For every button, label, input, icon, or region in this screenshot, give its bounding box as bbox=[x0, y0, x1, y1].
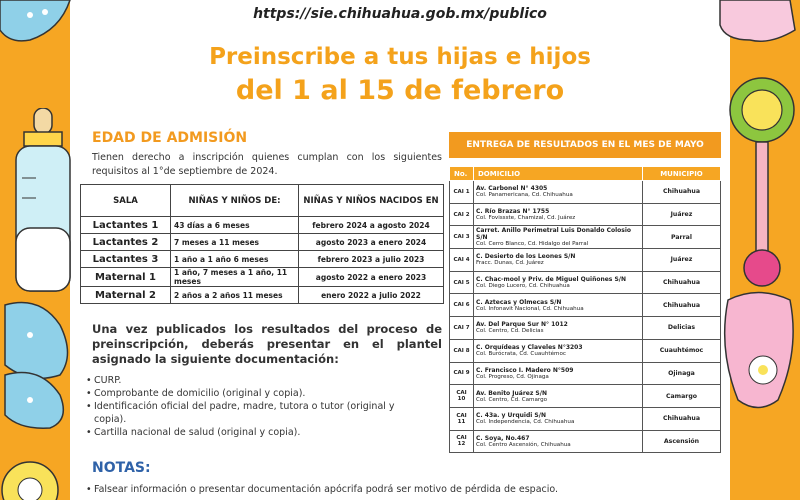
address-cell bbox=[474, 385, 643, 408]
table-row bbox=[81, 234, 444, 251]
street-address: C. Desierto de los Leones S/N bbox=[476, 253, 576, 261]
neighborhood-city: Col. Independencia, Cd. Chihuahua bbox=[476, 419, 575, 426]
address-cell bbox=[474, 203, 643, 226]
list-item: • CURP. bbox=[86, 374, 416, 387]
municipality-cell: Chihuahua bbox=[643, 181, 721, 204]
municipality-cell: Chihuahua bbox=[643, 407, 721, 430]
street-address: C. Río Brazas N° 1755 bbox=[476, 208, 550, 216]
municipality-cell: Juárez bbox=[643, 203, 721, 226]
street-address: Carret. Anillo Perimetral Luis Donaldo Colosio S/N bbox=[476, 227, 632, 242]
cai-number-cell: CAI 5 bbox=[450, 271, 474, 294]
street-address: C. Soya, No.467 bbox=[476, 434, 530, 442]
address-cell bbox=[474, 226, 643, 249]
list-item: • Comprobante de domicilio (original y copia). bbox=[86, 387, 416, 400]
column-header-municipio: MUNICIPIO bbox=[643, 167, 721, 181]
edad-cell: 7 meses a 11 meses bbox=[171, 234, 299, 251]
cai-number-cell: CAI 10 bbox=[450, 385, 474, 408]
table-row bbox=[450, 407, 721, 430]
edad-cell: 1 año, 7 meses a 1 año, 11 meses bbox=[171, 268, 299, 287]
headline-line-1: Preinscribe a tus hijas e hijos bbox=[209, 44, 591, 70]
sala-cell: Lactantes 2 bbox=[81, 234, 171, 251]
nacidos-cell: enero 2022 a julio 2022 bbox=[299, 287, 444, 304]
table-row bbox=[450, 226, 721, 249]
neighborhood-city: Col. Infonavit Nacional, Cd. Chihuahua bbox=[476, 305, 584, 312]
neighborhood-city: Col. Centro, Cd. Camargo bbox=[476, 396, 548, 403]
street-address: C. Francisco I. Madero N°509 bbox=[476, 366, 574, 374]
table-header-row bbox=[450, 167, 721, 181]
nacidos-cell: febrero 2023 a julio 2023 bbox=[299, 251, 444, 268]
municipality-cell: Parral bbox=[643, 226, 721, 249]
municipality-cell: Ascensión bbox=[643, 430, 721, 453]
municipality-cell: Chihuahua bbox=[643, 294, 721, 317]
baby-bib-illustration-icon bbox=[718, 290, 800, 420]
neighborhood-city: Col. Diego Lucero, Cd. Chihuahua bbox=[476, 283, 570, 290]
neighborhood-city: Col. Centro, Cd. Delicias bbox=[476, 328, 544, 335]
address-cell bbox=[474, 249, 643, 272]
cai-number-cell: CAI 4 bbox=[450, 249, 474, 272]
neighborhood-city: Col. Burócrata, Cd. Cuauhtémoc bbox=[476, 351, 566, 358]
edad-cell: 2 años a 2 años 11 meses bbox=[171, 287, 299, 304]
column-header-edad: NIÑAS Y NIÑOS DE: bbox=[171, 185, 299, 217]
column-header-domicilio: DOMICILIO bbox=[474, 167, 643, 181]
nacidos-cell: febrero 2024 a agosto 2024 bbox=[299, 217, 444, 234]
cai-number-cell: CAI 7 bbox=[450, 317, 474, 340]
table-row bbox=[81, 251, 444, 268]
street-address: C. Aztecas y Olmecas S/N bbox=[476, 298, 562, 306]
table-row bbox=[450, 203, 721, 226]
table-row bbox=[450, 181, 721, 204]
documentation-intro-text: Una vez publicados los resultados del proceso de preinscripción, deberás presentar en el plantel asignado la siguiente documentación: bbox=[92, 322, 442, 366]
cai-number-cell: CAI 2 bbox=[450, 203, 474, 226]
results-locations-table bbox=[449, 166, 721, 453]
neighborhood-city: Col. Progreso, Cd. Ojinaga bbox=[476, 373, 549, 380]
note-item: • Falsear información o presentar documentación apócrifa podrá ser motivo de pérdida de espacio. bbox=[86, 484, 666, 496]
street-address: C. 43a. y Urquidi S/N bbox=[476, 412, 546, 420]
sala-cell: Maternal 1 bbox=[81, 268, 171, 287]
cai-number-cell: CAI 1 bbox=[450, 181, 474, 204]
number-toy-illustration-icon bbox=[0, 455, 70, 500]
neighborhood-city: Col. Panamericana, Cd. Chihuahua bbox=[476, 192, 573, 199]
municipality-cell: Camargo bbox=[643, 385, 721, 408]
website-url: https://sie.chihuahua.gob.mx/publico bbox=[253, 6, 547, 22]
street-address: Av. Carbonel N° 4305 bbox=[476, 185, 548, 193]
results-delivery-title: ENTREGA DE RESULTADOS EN EL MES DE MAYO bbox=[449, 132, 721, 158]
column-header-sala: SALA bbox=[81, 185, 171, 217]
address-cell bbox=[474, 339, 643, 362]
street-address: C. Chac-mool y Priv. de Miguel Quiñones S/N bbox=[476, 276, 627, 284]
neighborhood-city: Col. Centro Ascensión, Chihuahua bbox=[476, 441, 571, 448]
column-header-nacidos: NIÑAS Y NIÑOS NACIDOS EN bbox=[299, 185, 444, 217]
table-row bbox=[450, 271, 721, 294]
nacidos-cell: agosto 2023 a enero 2024 bbox=[299, 234, 444, 251]
address-cell bbox=[474, 362, 643, 385]
admission-age-title: EDAD DE ADMISIÓN bbox=[92, 130, 248, 146]
documentation-list bbox=[86, 374, 416, 439]
baby-bottle-illustration-icon bbox=[8, 108, 78, 293]
nacidos-cell: agosto 2022 a enero 2023 bbox=[299, 268, 444, 287]
cai-number-cell: CAI 6 bbox=[450, 294, 474, 317]
address-cell bbox=[474, 407, 643, 430]
municipality-cell: Delicias bbox=[643, 317, 721, 340]
table-row bbox=[450, 430, 721, 453]
street-address: Av. Del Parque Sur N° 1012 bbox=[476, 321, 568, 329]
municipality-cell: Ojinaga bbox=[643, 362, 721, 385]
address-cell bbox=[474, 294, 643, 317]
baby-shoe-illustration-icon bbox=[0, 295, 80, 430]
address-cell bbox=[474, 181, 643, 204]
cai-number-cell: CAI 9 bbox=[450, 362, 474, 385]
table-row bbox=[450, 385, 721, 408]
notes-title: NOTAS: bbox=[92, 460, 151, 476]
column-header-no: No. bbox=[450, 167, 474, 181]
table-row bbox=[81, 217, 444, 234]
cai-number-cell: CAI 12 bbox=[450, 430, 474, 453]
table-row bbox=[81, 268, 444, 287]
address-cell bbox=[474, 430, 643, 453]
neighborhood-city: Fracc. Dunas, Cd. Juárez bbox=[476, 260, 544, 267]
headline-line-2: del 1 al 15 de febrero bbox=[235, 75, 565, 106]
admission-age-table bbox=[80, 184, 444, 304]
address-cell bbox=[474, 271, 643, 294]
street-address: Av. Benito Juárez S/N bbox=[476, 389, 547, 397]
table-row bbox=[450, 339, 721, 362]
sala-cell: Lactantes 1 bbox=[81, 217, 171, 234]
table-row bbox=[450, 249, 721, 272]
table-row bbox=[450, 294, 721, 317]
table-row bbox=[81, 287, 444, 304]
cai-number-cell: CAI 3 bbox=[450, 226, 474, 249]
cai-number-cell: CAI 11 bbox=[450, 407, 474, 430]
sala-cell: Lactantes 3 bbox=[81, 251, 171, 268]
neighborhood-city: Col. Fovissste, Chamizal, Cd. Juárez bbox=[476, 215, 576, 222]
list-item: • Cartilla nacional de salud (original y copia). bbox=[86, 426, 416, 439]
municipality-cell: Juárez bbox=[643, 249, 721, 272]
sala-cell: Maternal 2 bbox=[81, 287, 171, 304]
street-address: C. Orquídeas y Claveles N°3203 bbox=[476, 344, 583, 352]
neighborhood-city: Col. Cerro Blanco, Cd. Hidalgo del Parral bbox=[476, 241, 589, 248]
edad-cell: 1 año a 1 año 6 meses bbox=[171, 251, 299, 268]
table-header-row bbox=[81, 185, 444, 217]
table-row bbox=[450, 317, 721, 340]
list-item: • Identificación oficial del padre, madre, tutora o tutor (original y copia). bbox=[86, 400, 416, 426]
admission-intro-text: Tienen derecho a inscripción quienes cumplan con los siguientes requisitos al 1°de septiembre de 2024. bbox=[92, 152, 442, 177]
table-row bbox=[450, 362, 721, 385]
municipality-cell: Cuauhtémoc bbox=[643, 339, 721, 362]
edad-cell: 43 días a 6 meses bbox=[171, 217, 299, 234]
municipality-cell: Chihuahua bbox=[643, 271, 721, 294]
address-cell bbox=[474, 317, 643, 340]
cai-number-cell: CAI 8 bbox=[450, 339, 474, 362]
